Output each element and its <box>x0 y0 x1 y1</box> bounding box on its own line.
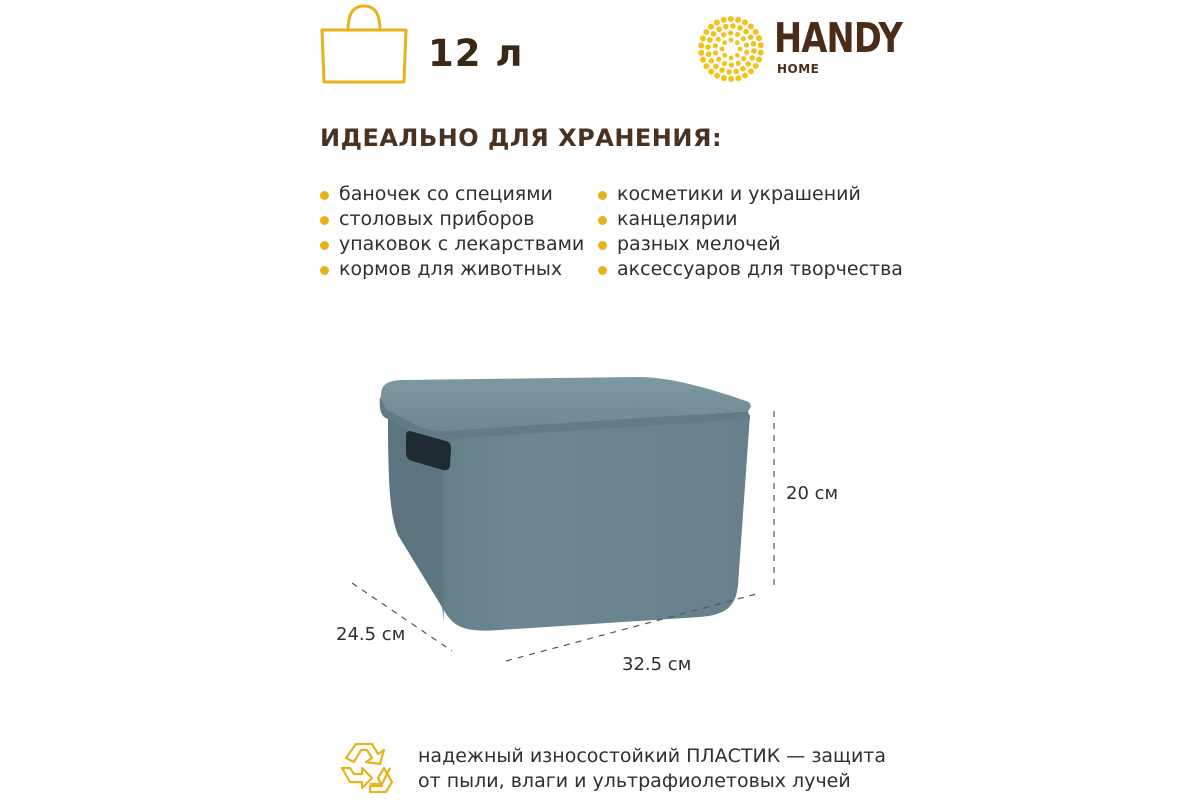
footer-line-1: надежный износостойкий ПЛАСТИК — защита <box>418 745 887 767</box>
depth-label: 24.5 см <box>336 624 406 645</box>
height-label: 20 см <box>786 483 839 504</box>
list-item: аксессуаров для творчества <box>598 257 903 282</box>
brand-subtitle: HOME <box>777 62 820 76</box>
bullet-dot-icon <box>320 241 329 250</box>
bullet-dot-icon <box>598 241 607 250</box>
section-heading: ИДЕАЛЬНО ДЛЯ ХРАНЕНИЯ: <box>320 124 723 152</box>
recycle-icon <box>334 738 396 798</box>
list-item: столовых приборов <box>320 207 584 232</box>
list-item: упаковок с лекарствами <box>320 232 584 257</box>
list-item: канцелярии <box>598 207 903 232</box>
bullet-dot-icon <box>598 216 607 225</box>
list-item: кормов для животных <box>320 257 584 282</box>
uses-list-right <box>598 182 903 282</box>
bullet-dot-icon <box>598 266 607 275</box>
volume-label: 12 л <box>428 32 524 75</box>
footer-text <box>418 744 886 794</box>
uses-list-left <box>320 182 584 282</box>
brand-title: HANDY <box>774 14 903 62</box>
bullet-dot-icon <box>320 191 329 200</box>
bullet-dot-icon <box>320 216 329 225</box>
sun-dots-icon <box>696 14 766 84</box>
shopping-bag-icon <box>318 2 410 86</box>
list-item: баночек со специями <box>320 182 584 207</box>
bullet-dot-icon <box>320 266 329 275</box>
storage-box-image <box>340 375 800 675</box>
list-item: косметики и украшений <box>598 182 903 207</box>
bullet-dot-icon <box>598 191 607 200</box>
list-item: разных мелочей <box>598 232 903 257</box>
footer-line-2: от пыли, влаги и ультрафиолетовых лучей <box>418 770 851 792</box>
width-label: 32.5 см <box>622 654 692 675</box>
